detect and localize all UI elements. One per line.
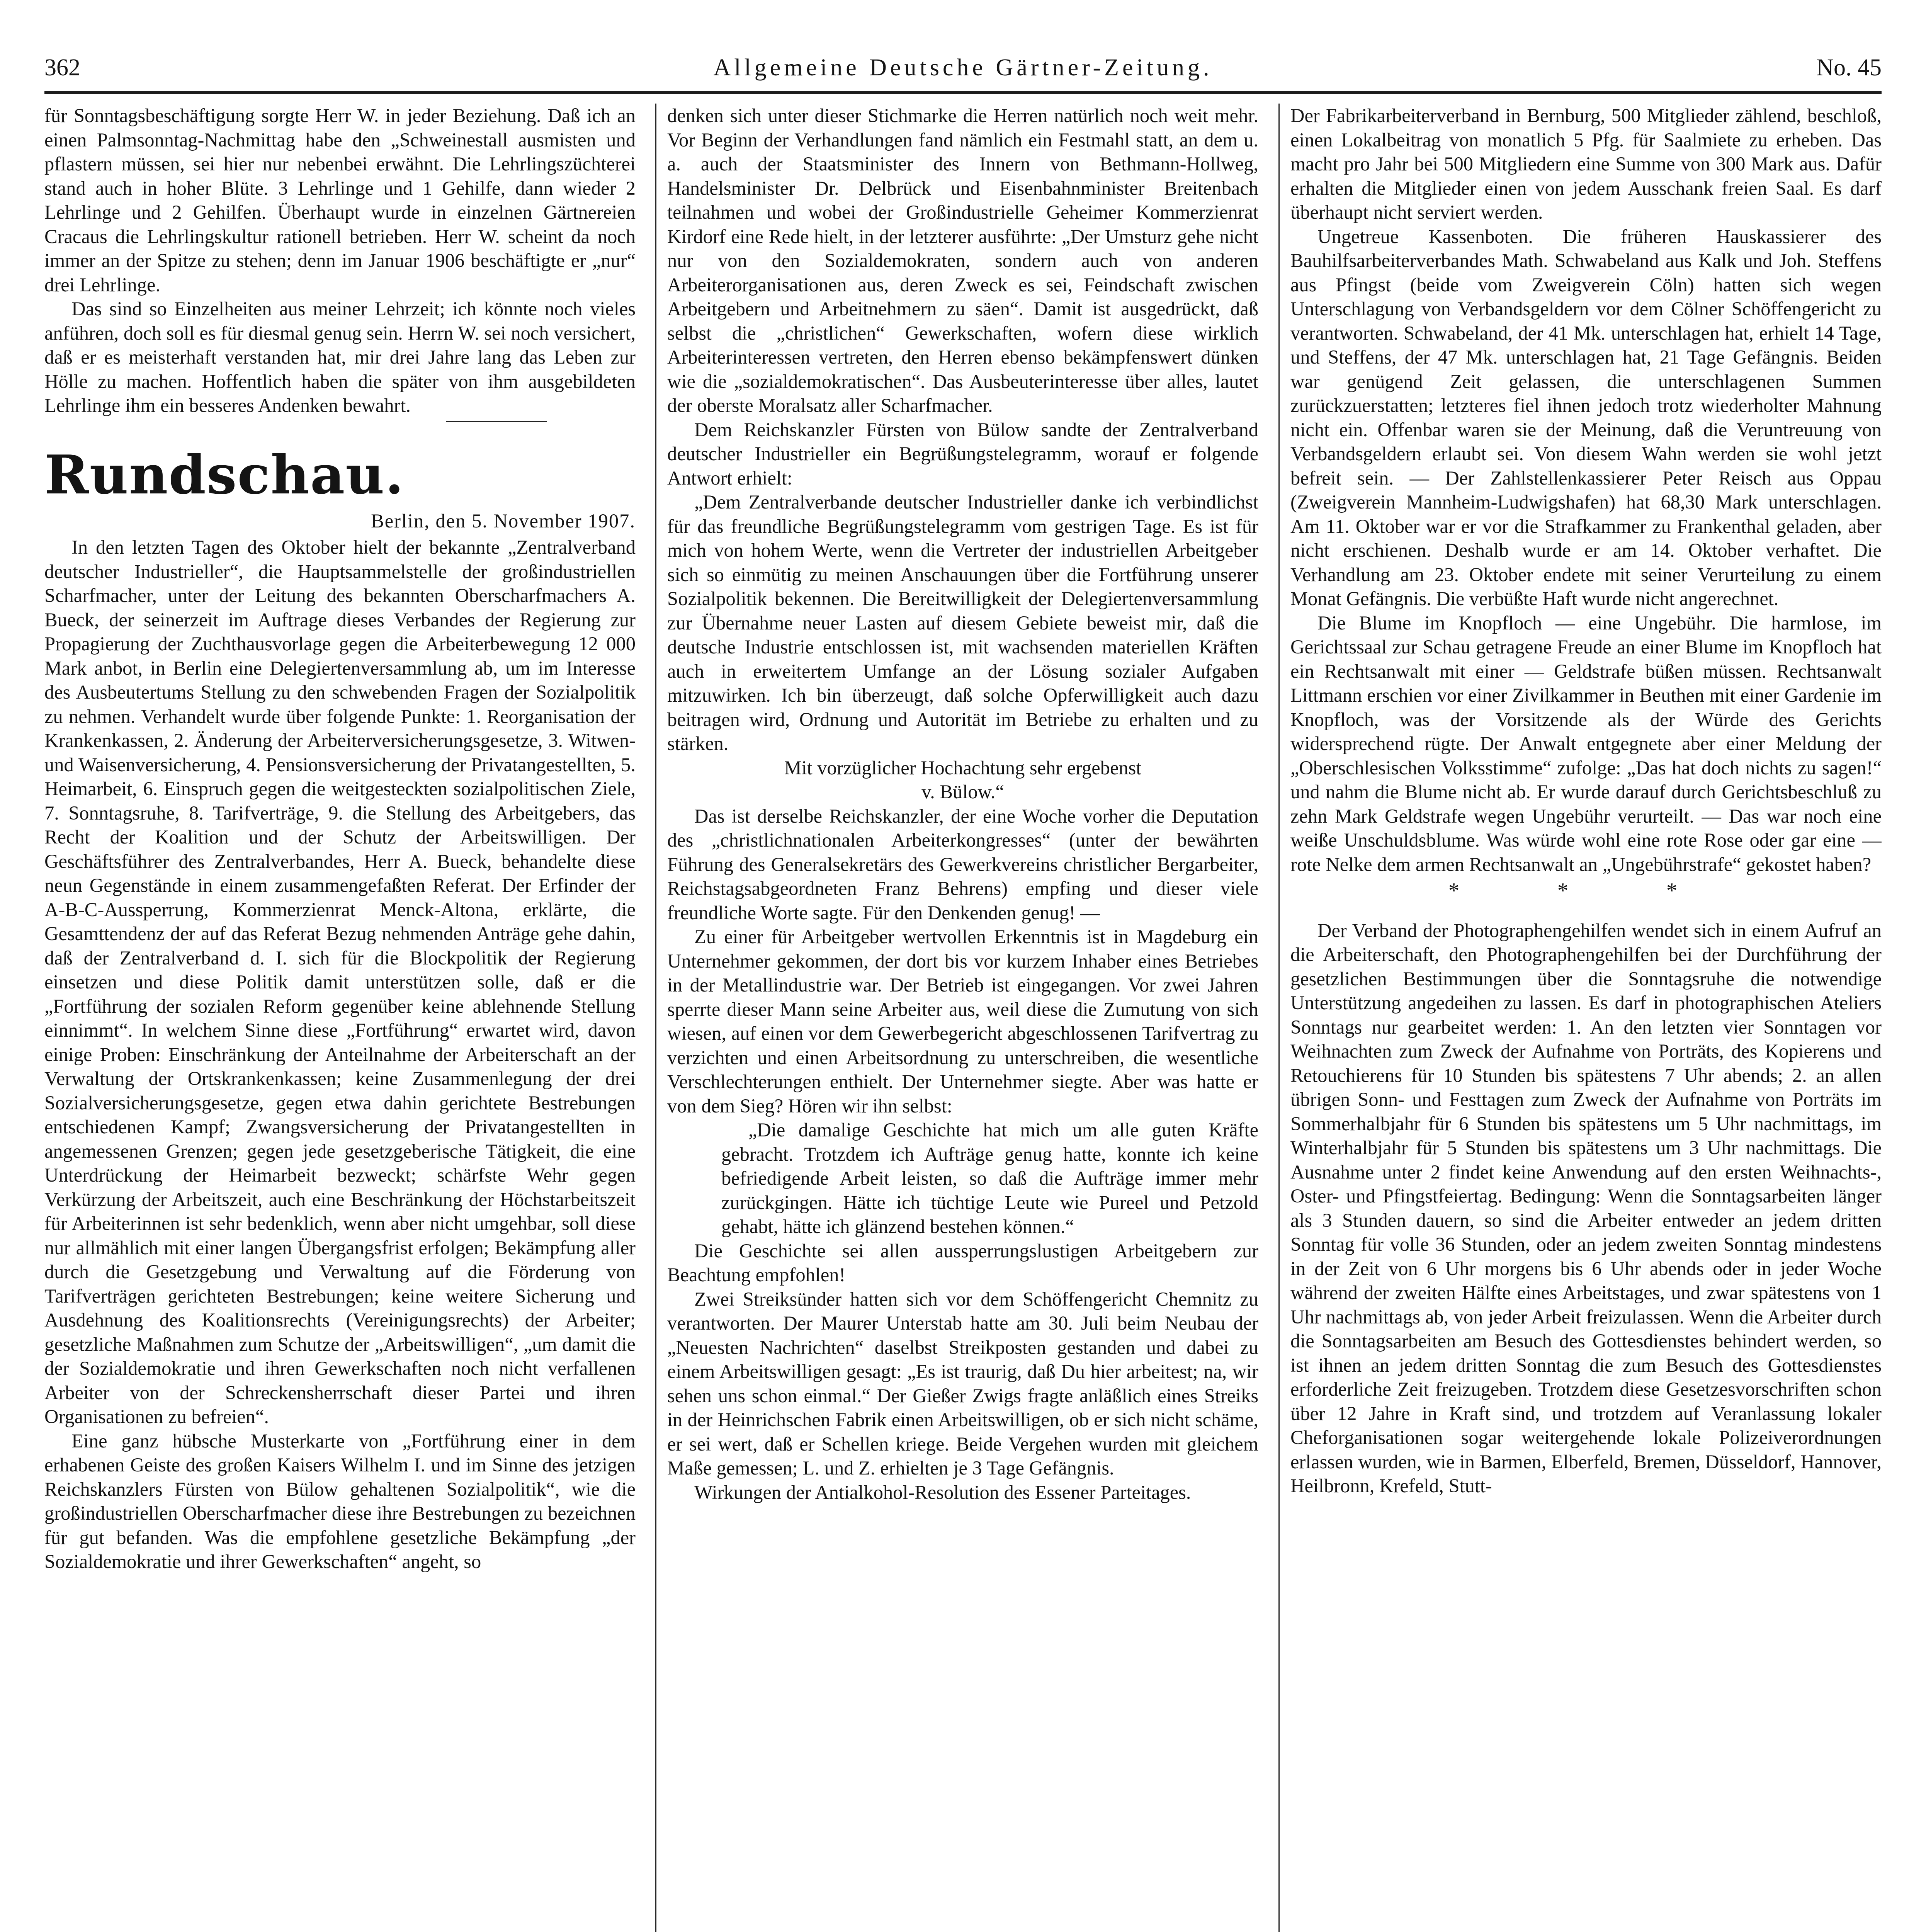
page-number: 362 — [44, 54, 80, 81]
paragraph-empfohlen: Die Geschichte sei allen aussperrungslustigen Arbeitgebern zur Beachtung empfohlen! — [667, 1240, 1258, 1286]
paragraph-einzelheiten: Das sind so Einzelheiten aus meiner Lehrzeit; ich könnte noch vieles anführen, doch soll es für diesmal genug sein. Herrn W. sei noch versichert, daß er es meisterhaft verstanden hat, mir drei Jahre lang das Leben zur Hölle zu machen. Hoffentlich haben die später von ihm ausgebildeten Lehrlinge ihm ein besseres Andenken bewahrt. — [44, 298, 636, 416]
column-divider — [1278, 104, 1280, 1932]
issue-number: No. 45 — [1816, 54, 1882, 81]
paragraph-streiksuender: Zwei Streiksünder hatten sich vor dem Schöffengericht Chemnitz zu verantworten. Der Maurer Unterstab hatte am 30. Juli beim Neubau der „Neuesten Nachrichten“ daselbst Streikposten gestanden und dabei zu einem Arbeitswilligen gesagt: „Es ist traurig, daß Du hier arbeitest; na, wir sehen uns schon einmal.“ Der Gießer Zwigs fragte anläßlich eines Streiks in der Heinrichschen Fabrik einen Arbeitswilligen, ob er sich nicht schäme, er sei wert, daß er Schellen kriege. Beide Vergehen wurden mit gleichem Maße gemessen; L. und Z. erhielten je 3 Tage Gefängnis. — [667, 1288, 1258, 1479]
closing-line: Mit vorzüglicher Hochachtung sehr ergebenst — [784, 757, 1142, 779]
newspaper-title: Allgemeine Deutsche Gärtner-Zeitung. — [713, 54, 1213, 81]
page-header — [44, 50, 1882, 85]
column-divider — [655, 104, 656, 1932]
column-3 — [1290, 104, 1882, 1932]
dateline: Berlin, den 5. November 1907. — [371, 510, 636, 532]
paragraph-zentralverband: In den letzten Tagen des Oktober hielt der bekannte „Zentralverband deutscher Industrieller“, die Hauptsammelstelle der großindustriellen Scharfmacher, unter der Leitung des bekannten Oberscharfmachers A. Bueck, der seinerzeit im Auftrage dieses Verbandes der Regierung zur Propagierung der Zuchthausvorlage gegen die Arbeiterbewegung 12 000 Mark anbot, in Berlin eine Delegiertenversammlung ab, um im Interesse des Ausbeutertums Stellung zu den schwebenden Fragen der Sozialpolitik zu nehmen. Verhandelt wurde über folgende Punkte: 1. Reorganisation der Krankenkassen, 2. Änderung der Arbeiterversicherungsgesetze, 3. Witwen- und Waisenversicherung, 4. Pensionsversicherung der Privatangestellten, 5. Heimarbeit, 6. Einspruch gegen die weitgesteckten sozialpolitischen Ziele, 7. Sonntagsruhe, 8. Tarifverträge, 9. die Stellung des Arbeitgebers, das Recht der Koalition und der Schutz der Arbeitswilligen. Der Geschäftsführer des Zentralverbandes, Herr A. Bueck, behandelte diese neun Gegenstände in einem zusammengefaßten Referat. Der Erfinder der A-B-C-Aussperrung, Kommerzienrat Menck-Altona, erklärte, die Gesamttendenz der auf das Referat Bezug nehmenden Anträge gehe dahin, daß der Zentralverband d. I. sich für die Blockpolitik der Regierung einsetzen und diese Politik damit unterstützen solle, daß er die „Fortführung der sozialen Reform gegenüber keine ablehnende Stellung einnimmt“. In welchem Sinne diese „Fortführung“ erwartet wird, davon einige Proben: Einschränkung der Anteilnahme der Arbeiterschaft an der Verwaltung der Ortskrankenkassen; keine Zusammenlegung der drei Sozialversicherungsgesetze, gegen etwa dahin gerichtete Bestrebungen entschiedenen Kampf; Zwangsversicherung der Privatangestellten in angemessenen Grenzen; gegen jede gesetzgeberische Tätigkeit, die eine Unterdrückung der Heimarbeit bezweckt; schärfste Wehr gegen Verkürzung der Arbeitszeit, auch eine Beschränkung der Höchstarbeitszeit für Arbeiterinnen ist sehr bedenklich, wenn aber nicht umgehbar, soll diese nur allmählich mit einer langen Übergangsfrist erfolgen; Bekämpfung aller durch die Gesetzgebung und Verwaltung auf die Förderung von Tarifverträgen gerichteten Bestrebungen; keine weitere Sicherung und Ausdehnung des Koalitionsrechts (Vereinigungsrechts) der Arbeiter; gesetzliche Maßnahmen zum Schutze der „Arbeitswilligen“, „um damit die der Sozialdemokratie und ihren Gewerkschaften noch nicht verfallenen Arbeiter von der Schreckensherrschaft dieser Partei und ihren Organisationen zu befreien“. — [44, 536, 636, 1427]
column-1 — [44, 104, 636, 1932]
paragraph-blume: Die Blume im Knopfloch — eine Ungebühr. Die harmlose, im Gerichtssaal zur Schau getragene Freude an einer Blume im Knopfloch hat ein Rechtsanwalt mit einer — Geldstrafe büßen müssen. Rechtsanwalt Littmann erschien vor einer Zivilkammer in Beuthen mit einer Gardenie im Knopfloch, was der Vorsitzende als der Würde des Gerichts widersprechend rügte. Der Anwalt entgegnete aber einer Meldung der „Oberschlesischen Volksstimme“ zufolge: „Das hat doch nichts zu sagen!“ und nahm die Blume nicht ab. Er wurde darauf durch Gerichtsbeschluß zu zehn Mark Geldstrafe wegen Ungebühr verurteilt. — Das war noch eine weiße Unschuldsblume. Was würde wohl eine rote Rose oder gar eine — rote Nelke dem armen Rechtsanwalt an „Ungebührstrafe“ gekostet haben? — [1290, 612, 1882, 875]
paragraph-festmahl: denken sich unter dieser Stichmarke die Herren natürlich noch weit mehr. Vor Beginn der Verhandlungen fand nämlich ein Festmahl statt, an dem u. a. auch der Staatsminister des Innern von Bethmann-Hollweg, Handelsminister Dr. Delbrück und Eisenbahnminister Breitenbach teilnahmen und wobei der Großindustrielle Geheimer Kommerzienrat Kirdorf eine Rede hielt, in der letzterer ausführte: „Der Umsturz gehe nicht nur von den Sozialdemokraten, sondern auch von anderen Arbeiterorganisationen aus, deren Zweck es sei, Feindschaft zwischen Arbeitgebern und Arbeitnehmern zu säen“. Damit ist ausgedrückt, daß selbst die „christlichen“ Gewerkschaften, wofern diese wirklich Arbeiterinteressen vertreten, den Herren ebenso bekämpfenswert dünken wie die „sozialdemokratischen“. Das Ausbeuterinteresse über alles, lautet der oberste Moralsatz aller Scharfmacher. — [667, 105, 1258, 416]
section-separator-stars: * * * — [1448, 879, 1724, 903]
paragraph-reichskanzler: Dem Reichskanzler Fürsten von Bülow sandte der Zentralverband deutscher Industrieller ein Begrüßungstelegramm, worauf er folgende Antwort erhielt: — [667, 418, 1258, 489]
paragraph-musterkarte: Eine ganz hübsche Musterkarte von „Fortführung einer in dem erhabenen Geiste des großen Kaisers Wilhelm I. und im Sinne des jetzigen Reichskanzlers Fürsten von Bülow gehaltenen Sozialpolitik“, wie die großindustriellen Oberscharfmacher diese ihre Bestrebungen zu bezeichnen für gut befanden. Was die empfohlene gesetzliche Bekämpfung „der Sozialdemokratie und ihrer Gewerkschaften“ angeht, so — [44, 1430, 636, 1572]
signature: v. Bülow.“ — [921, 781, 1004, 803]
quote-telegramm: „Dem Zentralverbande deutscher Industrieller danke ich verbindlichst für das freundliche Begrüßungstelegramm vom gestrigen Tage. Es ist für mich von hohem Werte, wenn die Vertreter der industriellen Arbeitgeber sich so einmütig zu meinen Anschauungen über die Fortführung unserer Sozialpolitik bekennen. Die Bereitwilligkeit der Delegiertenversammlung zur Übernahme neuer Lasten auf diesem Gebiete beweist mir, daß die deutsche Industrie entschlossen ist, mit wachsenden materiellen Kräften auch in erweitertem Umfange an der Lösung sozialer Aufgaben mitzuwirken. Ich bin überzeugt, daß solche Opferwilligkeit auch dazu beitragen wird, Ordnung und Autorität im Betriebe zu erhalten und zu stärken. — [667, 491, 1258, 754]
section-rule — [446, 421, 547, 422]
section-heading-rundschau: Rundschau. — [44, 443, 405, 506]
paragraph-kassenboten: Ungetreue Kassenboten. Die früheren Hauskassierer des Bauhilfsarbeiterverbandes Math. Schwabeland aus Kalk und Joh. Steffens aus Pfingst (beide vom Zweigverein Cöln) hatten sich wegen Unterschlagung von Verbandsgeldern vor dem Cölner Schöffengericht zu verantworten. Schwabeland, der 41 Mk. unterschlagen hat, erhielt 14 Tage, und Steffens, der 47 Mk. unterschlagen hat, 21 Tage Gefängnis. Beiden war genügend Zeit gelassen, die unterschlagenen Summen zurückzuerstatten; letzteres fiel ihnen jedoch trotz wiederholter Mahnung nicht ein. Offenbar waren sie der Meinung, daß die Veruntreuung von Verbandsgeldern erlaubt sei. Von diesem Wahn werden sie wohl jetzt befreit sein. — Der Zahlstellenkassierer Peter Reisch aus Oppau (Zweigverein Mannheim-Ludwigshafen) hat 68,30 Mark unterschlagen. Am 11. Oktober war er vor die Strafkammer zu Frankenthal geladen, aber nicht erschienen. Deshalb wurde er am 14. Oktober verhaftet. Die Verhandlung am 23. Oktober endete mit seiner Verurteilung zu einem Monat Gefängnis. Die verbüßte Haft wurde nicht angerechnet. — [1290, 225, 1882, 609]
quote-unternehmer: „Die damalige Geschichte hat mich um alle guten Kräfte gebracht. Trotzdem ich Aufträge genug hatte, konnte ich keine befriedigende Arbeit leisten, so daß die Aufträge immer mehr zurückgingen. Hätte ich tüchtige Leute wie Pureel und Petzold gehabt, hätte ich glänzend bestehen können.“ — [721, 1119, 1258, 1237]
header-rule — [44, 91, 1882, 94]
column-2 — [667, 104, 1258, 1932]
paragraph-photographen: Der Verband der Photographengehilfen wendet sich in einem Aufruf an die Arbeiterschaft, den Photographengehilfen bei der Durchführung der gesetzlichen Bestimmungen über die Sonntagsruhe die notwendige Unterstützung angedeihen zu lassen. Es darf in photographischen Ateliers Sonntags nur gearbeitet werden: 1. An den letzten vier Sonntagen vor Weihnachten zum Zweck der Aufnahme von Porträts, des Kopierens und Retouchierens für 10 Stunden bis spätestens 7 Uhr abends; 2. an allen übrigen Sonn- und Festtagen zum Zweck der Aufnahme von Porträts im Sommerhalbjahr für 6 Stunden bis spätestens um 5 Uhr nachmittags, im Winterhalbjahr für 5 Stunden bis spätestens um 3 Uhr nachmittags. Die Ausnahme unter 2 findet keine Anwendung auf den ersten Weihnachts-, Oster- und Pfingstfeiertag. Bedingung: Wenn die Sonntagsarbeiten länger als 3 Stunden dauern, so sind die Arbeiter entweder an jedem dritten Sonntag für volle 36 Stunden, oder an jedem zweiten Sonntag mindestens in der Zeit von 6 Uhr morgens bis 6 Uhr abends oder in jeder Woche während der zweiten Hälfte eines Arbeitstages, und zwar spätestens von 1 Uhr nachmittags ab, von jeder Arbeit freizulassen. Wenn die Arbeiter durch die Sonntagsarbeiten am Besuch des Gottesdienstes behindert werden, so ist ihnen an jedem dritten Sonntag die zum Besuch des Gottesdienstes erforderliche Zeit freizugeben. Trotzdem diese Gesetzesvorschriften schon über 12 Jahre in Kraft sind, und trotzdem auf Veranlassung lokaler Cheforganisationen sogar weitergehende lokale Polizeiverordnungen erlassen wurden, wie in Barmen, Elberfeld, Bremen, Düsseldorf, Hannover, Heilbronn, Krefeld, Stutt- — [1290, 919, 1882, 1497]
paragraph-lehrlinge: für Sonntagsbeschäftigung sorgte Herr W. in jeder Beziehung. Daß ich an einen Palmsonntag-Nachmittag habe den „Schweinestall ausmisten und pflastern müssen, sei hier nur nebenbei erwähnt. Die Lehrlingszüchterei stand auch in hoher Blüte. 3 Lehrlinge und 1 Gehilfe, dann wieder 2 Lehrlinge und 2 Gehilfen. Überhaupt wurde in einzelnen Gärtnereien Cracaus die Lehrlingskultur rationell betrieben. Herr W. scheint da noch immer an der Spitze zu stehen; denn im Januar 1906 beschäftigte er „nur“ drei Lehrlinge. — [44, 105, 636, 296]
paragraph-erkenntnis: Zu einer für Arbeitgeber wertvollen Erkenntnis ist in Magdeburg ein Unternehmer gekommen, der dort bis vor kurzem Inhaber eines Betriebes in der Metallindustrie war. Der Betrieb ist eingegangen. Vor zwei Jahren sperrte dieser Mann seine Arbeiter aus, weil diese die Zumutung von sich wiesen, auf einen vor dem Gewerbegericht abgeschlossenen Tarifvertrag zu verzichten und einen Arbeitsordnung zu unterschreiben, die wesentliche Verschlechterungen enthielt. Der Unternehmer siegte. Aber was hatte er von dem Sieg? Hören wir ihn selbst: — [667, 926, 1258, 1117]
paragraph-fabrikarbeiter: Der Fabrikarbeiterverband in Bernburg, 500 Mitglieder zählend, beschloß, einen Lokalbeitrag von monatlich 5 Pfg. für Saalmiete zu erheben. Das macht pro Jahr bei 500 Mitgliedern eine Summe von 300 Mark aus. Dafür erhalten die Mitglieder einen von jedem Ausschank freien Saal. Es darf überhaupt nicht serviert werden. — [1290, 105, 1882, 223]
paragraph-wirkungen: Wirkungen der Antialkohol-Resolution des Essener Parteitages. — [694, 1481, 1191, 1503]
paragraph-derselbe: Das ist derselbe Reichskanzler, der eine Woche vorher die Deputation des „christlichnationalen Arbeiterkongresses“ (unter der bewährten Führung des Generalsekretärs des Gewerkvereins christlicher Bergarbeiter, Reichstagsabgeordneten Franz Behrens) empfing und dieser viele freundliche Worte sagte. Für den Denkenden genug! — — [667, 805, 1258, 923]
